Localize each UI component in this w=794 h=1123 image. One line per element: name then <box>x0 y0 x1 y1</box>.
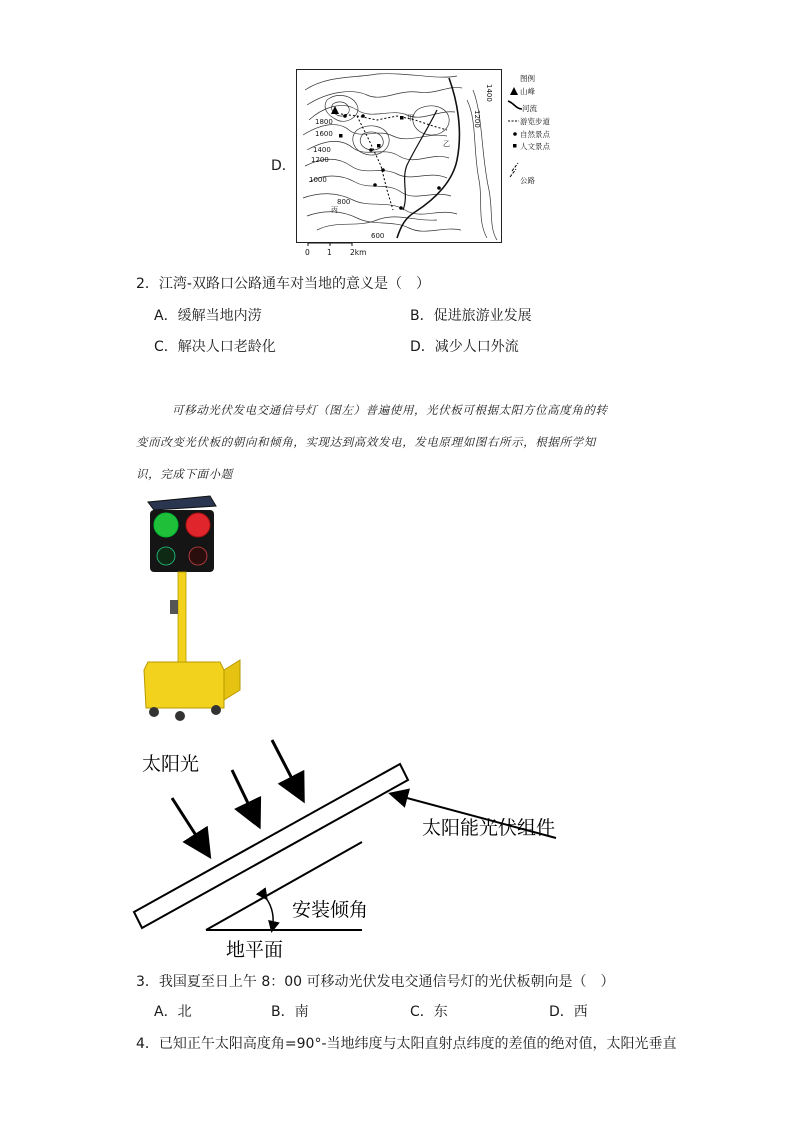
q2-option-c[interactable]: C．解决人口老龄化 <box>154 339 276 355</box>
cultural-spot-icon <box>339 134 343 138</box>
traffic-signal-photo <box>140 494 245 724</box>
wheel-icon <box>211 705 221 715</box>
sunlight-arrow <box>232 770 258 824</box>
red-light-icon <box>186 513 210 537</box>
scale-label: 0 <box>305 248 310 257</box>
contour-label: 1200 <box>311 156 329 164</box>
legend-item: 山峰 <box>520 87 535 96</box>
q2-option-b[interactable]: B．促进旅游业发展 <box>410 308 532 324</box>
sunlight-arrow <box>272 740 302 798</box>
contour-label: 800 <box>337 198 351 206</box>
passage-line-3: 识，完成下面小题 <box>136 467 233 481</box>
question-2-stem: 2．江湾-双路口公路通车对当地的意义是（ ） <box>136 276 430 292</box>
scenic-spot-icon <box>437 186 441 190</box>
contour-label: 1400 <box>485 84 493 102</box>
scenic-spot-icon <box>343 114 347 118</box>
legend-item: 河流 <box>522 104 537 113</box>
scale-label: 1 <box>327 248 332 257</box>
scale-bar <box>300 242 380 258</box>
scenic-spot-icon <box>361 114 365 118</box>
green-digit-icon <box>157 547 175 565</box>
contour-label: 1000 <box>309 176 327 184</box>
q3-option-b[interactable]: B．南 <box>271 1004 309 1020</box>
legend-item: 人文景点 <box>520 142 550 151</box>
crank-handle <box>170 600 178 614</box>
contour-label: 1200 <box>473 110 481 128</box>
legend-title: 图例 <box>520 74 535 83</box>
cultural-spot-icon <box>400 116 404 120</box>
cultural-spot-icon <box>377 144 381 148</box>
sunlight-arrow <box>172 798 208 854</box>
passage-line-1: 可移动光伏发电交通信号灯（图左）普遍使用，光伏板可根据太阳方位高度角的转 <box>172 403 608 417</box>
contour-lines <box>297 70 501 242</box>
q2-option-a[interactable]: A．缓解当地内涝 <box>154 308 262 324</box>
legend-scenic-icon <box>513 132 517 136</box>
trail-path-2 <box>357 116 393 210</box>
contour-label: 600 <box>371 232 385 240</box>
solar-panel-icon <box>148 496 216 510</box>
question-4-stem: 4．已知正午太阳高度角=90°-当地纬度与太阳直射点纬度的差值的绝对值，太阳光垂直 <box>136 1036 677 1052</box>
legend-item: 游览步道 <box>520 117 550 126</box>
signal-pole <box>178 572 186 662</box>
topographic-map <box>296 69 502 243</box>
legend-item: 公路 <box>520 176 535 185</box>
place-label: 丙 <box>331 206 338 214</box>
ground-label: 地平面 <box>226 939 284 961</box>
base-handle <box>224 660 240 700</box>
wheel-icon <box>175 711 185 721</box>
scenic-spot-icon <box>373 183 377 187</box>
panel-label: 太阳能光伏组件 <box>422 817 556 839</box>
angle-arc <box>266 898 273 930</box>
scenic-spot-icon <box>399 206 403 210</box>
passage-line-2: 变而改变光伏板的朝向和倾角，实现达到高效发电，发电原理如图右所示，根据所学知 <box>136 435 596 449</box>
q2-option-d[interactable]: D．减少人口外流 <box>410 339 519 355</box>
q3-option-d[interactable]: D．西 <box>549 1004 588 1020</box>
legend-cultural-icon <box>513 144 517 148</box>
question-3-stem: 3．我国夏至日上午 8：00 可移动光伏发电交通信号灯的光伏板朝向是（ ） <box>136 974 615 990</box>
scenic-spot-icon <box>381 168 385 172</box>
tilt-angle-diagram <box>126 736 586 966</box>
red-digit-icon <box>189 547 207 565</box>
map-legend <box>506 71 586 191</box>
contour-label: 1600 <box>315 130 333 138</box>
contour-label: 1400 <box>313 146 331 154</box>
signal-base <box>144 662 224 708</box>
legend-item: 自然景点 <box>520 130 550 139</box>
sunlight-label: 太阳光 <box>142 753 200 775</box>
scenic-spot-icon <box>369 148 373 152</box>
option-d-label: D． <box>271 158 296 174</box>
tilt-angle-label: 安装倾角 <box>292 899 369 921</box>
legend-road-icon <box>512 163 518 171</box>
legend-peak-icon <box>510 87 518 95</box>
place-label: 乙 <box>443 140 450 148</box>
place-label: 甲 <box>407 114 414 122</box>
green-light-icon <box>154 513 178 537</box>
q3-option-a[interactable]: A．北 <box>154 1004 192 1020</box>
legend-river-icon <box>508 101 522 109</box>
contour-label: 1800 <box>315 118 333 126</box>
wheel-icon <box>149 707 159 717</box>
scale-label: 2km <box>350 248 367 257</box>
q3-option-c[interactable]: C．东 <box>410 1004 448 1020</box>
